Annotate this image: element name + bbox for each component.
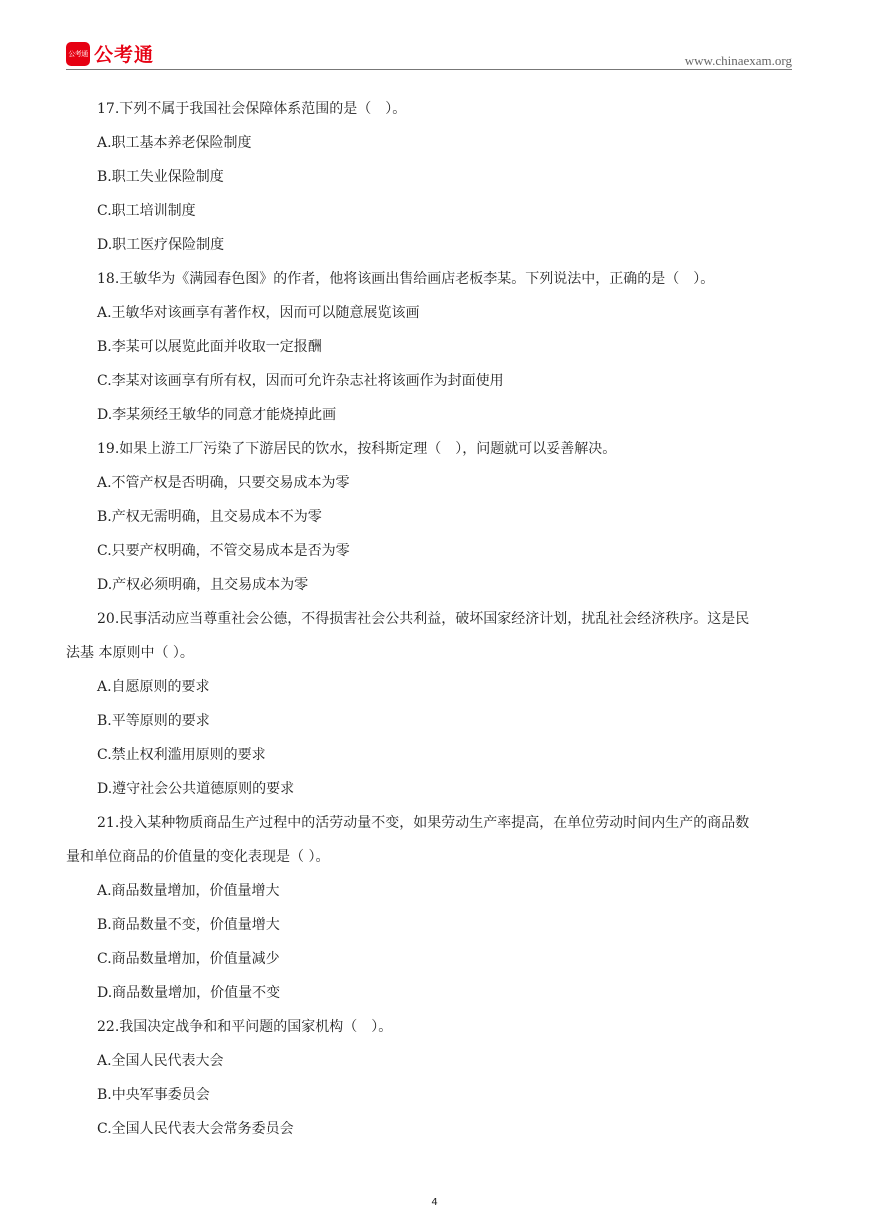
q17-option-b: B.职工失业保险制度 <box>97 169 224 185</box>
question-content <box>66 92 806 1146</box>
q19-option-b: B.产权无需明确，且交易成本不为零 <box>97 509 322 525</box>
logo-text: 公考通 <box>94 44 155 66</box>
q20-option-d: D.遵守社会公共道德原则的要求 <box>97 781 295 797</box>
q21-option-b: B.商品数量不变，价值量增大 <box>97 917 280 933</box>
q19-option-c: C.只要产权明确，不管交易成本是否为零 <box>97 543 350 559</box>
q21-option-c: C.商品数量增加，价值量减少 <box>97 951 280 967</box>
q18-option-a: A.王敏华对该画享有著作权，因而可以随意展览该画 <box>97 305 420 321</box>
logo <box>66 40 154 67</box>
q22-option-c: C.全国人民代表大会常务委员会 <box>97 1121 294 1137</box>
q22-option-b: B.中央军事委员会 <box>97 1087 210 1103</box>
q20-option-b: B.平等原则的要求 <box>97 713 210 729</box>
question-18: 18.王敏华为《满园春色图》的作者，他将该画出售给画店老板李某。下列说法中，正确的是（ ）。 <box>97 271 715 287</box>
page-header <box>66 40 792 70</box>
question-20-continued: 法基 本原则中（ ）。 <box>66 645 194 661</box>
q21-option-d: D.商品数量增加，价值量不变 <box>97 985 281 1001</box>
question-20: 20.民事活动应当尊重社会公德，不得损害社会公共利益，破坏国家经济计划，扰乱社会经济秩序。这是民 <box>97 611 750 627</box>
question-22: 22.我国决定战争和和平问题的国家机构（ ）。 <box>97 1019 393 1035</box>
q21-option-a: A.商品数量增加，价值量增大 <box>97 883 280 899</box>
q19-option-d: D.产权必须明确，且交易成本为零 <box>97 577 309 593</box>
q17-option-a: A.职工基本养老保险制度 <box>97 135 252 151</box>
q17-option-c: C.职工培训制度 <box>97 203 196 219</box>
q18-option-b: B.李某可以展览此面并收取一定报酬 <box>97 339 322 355</box>
question-21: 21.投入某种物质商品生产过程中的活劳动量不变，如果劳动生产率提高，在单位劳动时间内生产的商品数 <box>97 815 750 831</box>
page-number: 4 <box>431 1197 438 1208</box>
q20-option-a: A.自愿原则的要求 <box>97 679 210 695</box>
q19-option-a: A.不管产权是否明确，只要交易成本为零 <box>97 475 350 491</box>
q17-option-d: D.职工医疗保险制度 <box>97 237 225 253</box>
logo-badge-icon: 公考通 <box>66 42 90 66</box>
question-17: 17.下列不属于我国社会保障体系范围的是（ ）。 <box>97 101 407 117</box>
question-19: 19.如果上游工厂污染了下游居民的饮水，按科斯定理（ ），问题就可以妥善解决。 <box>97 441 617 457</box>
q22-option-a: A.全国人民代表大会 <box>97 1053 224 1069</box>
q18-option-c: C.李某对该画享有所有权，因而可允许杂志社将该画作为封面使用 <box>97 373 504 389</box>
header-divider <box>66 69 792 70</box>
site-url: www.chinaexam.org <box>684 53 792 68</box>
question-21-continued: 量和单位商品的价值量的变化表现是（ ）。 <box>66 849 330 865</box>
q20-option-c: C.禁止权利滥用原则的要求 <box>97 747 266 763</box>
q18-option-d: D.李某须经王敏华的同意才能烧掉此画 <box>97 407 337 423</box>
